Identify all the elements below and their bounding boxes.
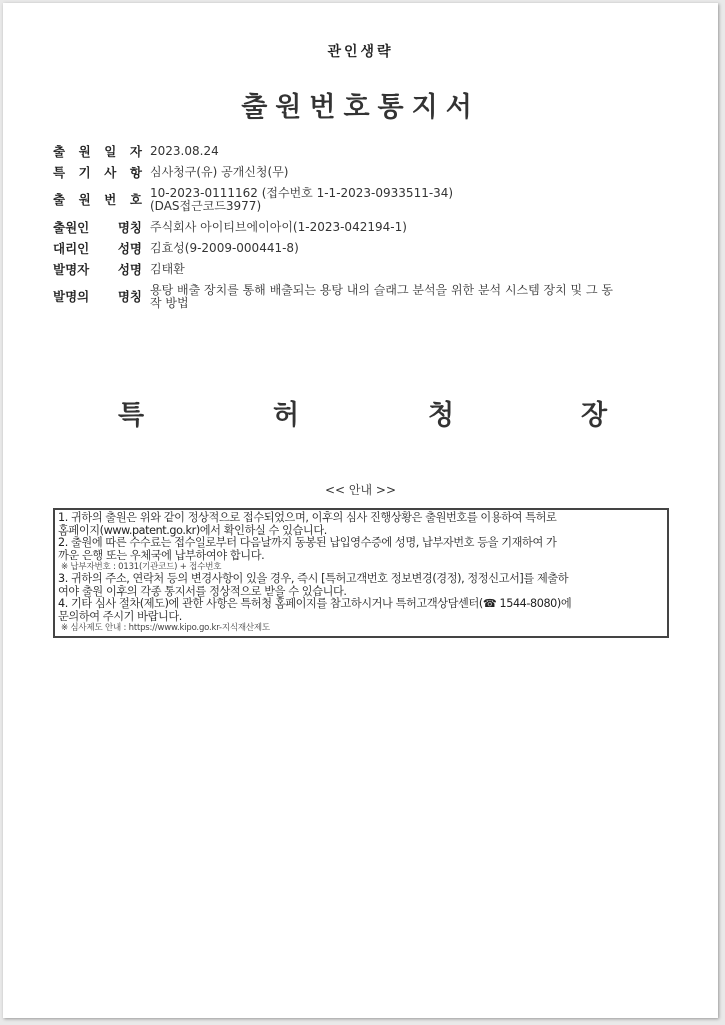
field-label: 출원인 명칭 <box>53 220 142 235</box>
guide-heading: << 안내 >> <box>324 483 397 497</box>
seal-omitted-text: 관인생략 <box>327 44 394 60</box>
notice-item-4-line-2: 문의하여 주시기 바랍니다. <box>58 609 182 623</box>
document-page <box>3 3 718 1018</box>
field-value: 용탕 배출 장치를 통해 배출되는 용탕 내의 슬래그 분석을 위한 분석 시스템 장치 및 그 동 작 방법 <box>150 283 613 310</box>
notice-item-2-line-2: 까운 은행 또는 우체국에 납부하여야 합니다. <box>58 548 265 562</box>
field-label: 특 기 사 항 <box>53 165 142 180</box>
notice-item-2-line-1: 2. 출원에 따른 수수료는 접수일로부터 다음날까지 동봉된 납입영수증에 성명, 납부자번호 등을 기재하여 가 <box>58 536 557 549</box>
field-label: 출 원 번 호 <box>53 192 142 207</box>
notice-item-4-note: ※ 심사제도 안내 : https://www.kipo.go.kr-지식재산제도 <box>61 623 270 633</box>
field-application-number <box>53 187 673 213</box>
application-fields <box>53 145 673 318</box>
field-inventor-name <box>53 263 673 276</box>
field-special-notes <box>53 166 673 179</box>
notice-box <box>53 508 669 638</box>
issuer-title: 특 허 청 장 <box>118 400 608 431</box>
notice-item-2-note: ※ 납부자번호 : 0131(기관코드) + 접수번호 <box>61 562 222 572</box>
notice-item-3-line-2: 여야 출원 이후의 각종 통지서를 정상적으로 받을 수 있습니다. <box>58 584 347 598</box>
field-application-date <box>53 145 673 158</box>
field-value: 김태환 <box>150 262 185 276</box>
field-label: 출 원 일 자 <box>53 144 142 159</box>
field-value: 10-2023-0111162 (접수번호 1-1-2023-0933511-34) (DAS접근코드3977) <box>150 186 454 213</box>
field-applicant-name <box>53 221 673 234</box>
field-label: 대리인 성명 <box>53 241 142 256</box>
field-label: 발명자 성명 <box>53 262 142 277</box>
field-value: 주식회사 아이티브에이아이(1-2023-042194-1) <box>150 220 407 234</box>
notice-item-3-line-1: 3. 귀하의 주소, 연락처 등의 변경사항이 있을 경우, 즉시 [특허고객번호 정보변경(경정), 정정신고서]를 제출하 <box>58 572 569 585</box>
field-value: 심사청구(유) 공개신청(무) <box>150 165 289 179</box>
notice-item-1-line-1: 1. 귀하의 출원은 위와 같이 정상적으로 접수되었으며, 이후의 심사 진행상황은 출원번호를 이용하여 특허로 <box>58 511 557 524</box>
document-title: 출원번호통지서 <box>241 92 480 123</box>
field-invention-title <box>53 284 673 310</box>
field-value: 2023.08.24 <box>150 144 219 158</box>
field-agent-name <box>53 242 673 255</box>
field-value: 김효성(9-2009-000441-8) <box>150 241 299 255</box>
notice-item-4-line-1: 4. 기타 심사 절차(제도)에 관한 사항은 특허청 홈페이지를 참고하시거나 특허고객상담센터(☎ 1544-8080)에 <box>58 597 572 610</box>
notice-item-1-line-2: 홈페이지(www.patent.go.kr)에서 확인하실 수 있습니다. <box>58 523 327 537</box>
field-label: 발명의 명칭 <box>53 289 142 304</box>
